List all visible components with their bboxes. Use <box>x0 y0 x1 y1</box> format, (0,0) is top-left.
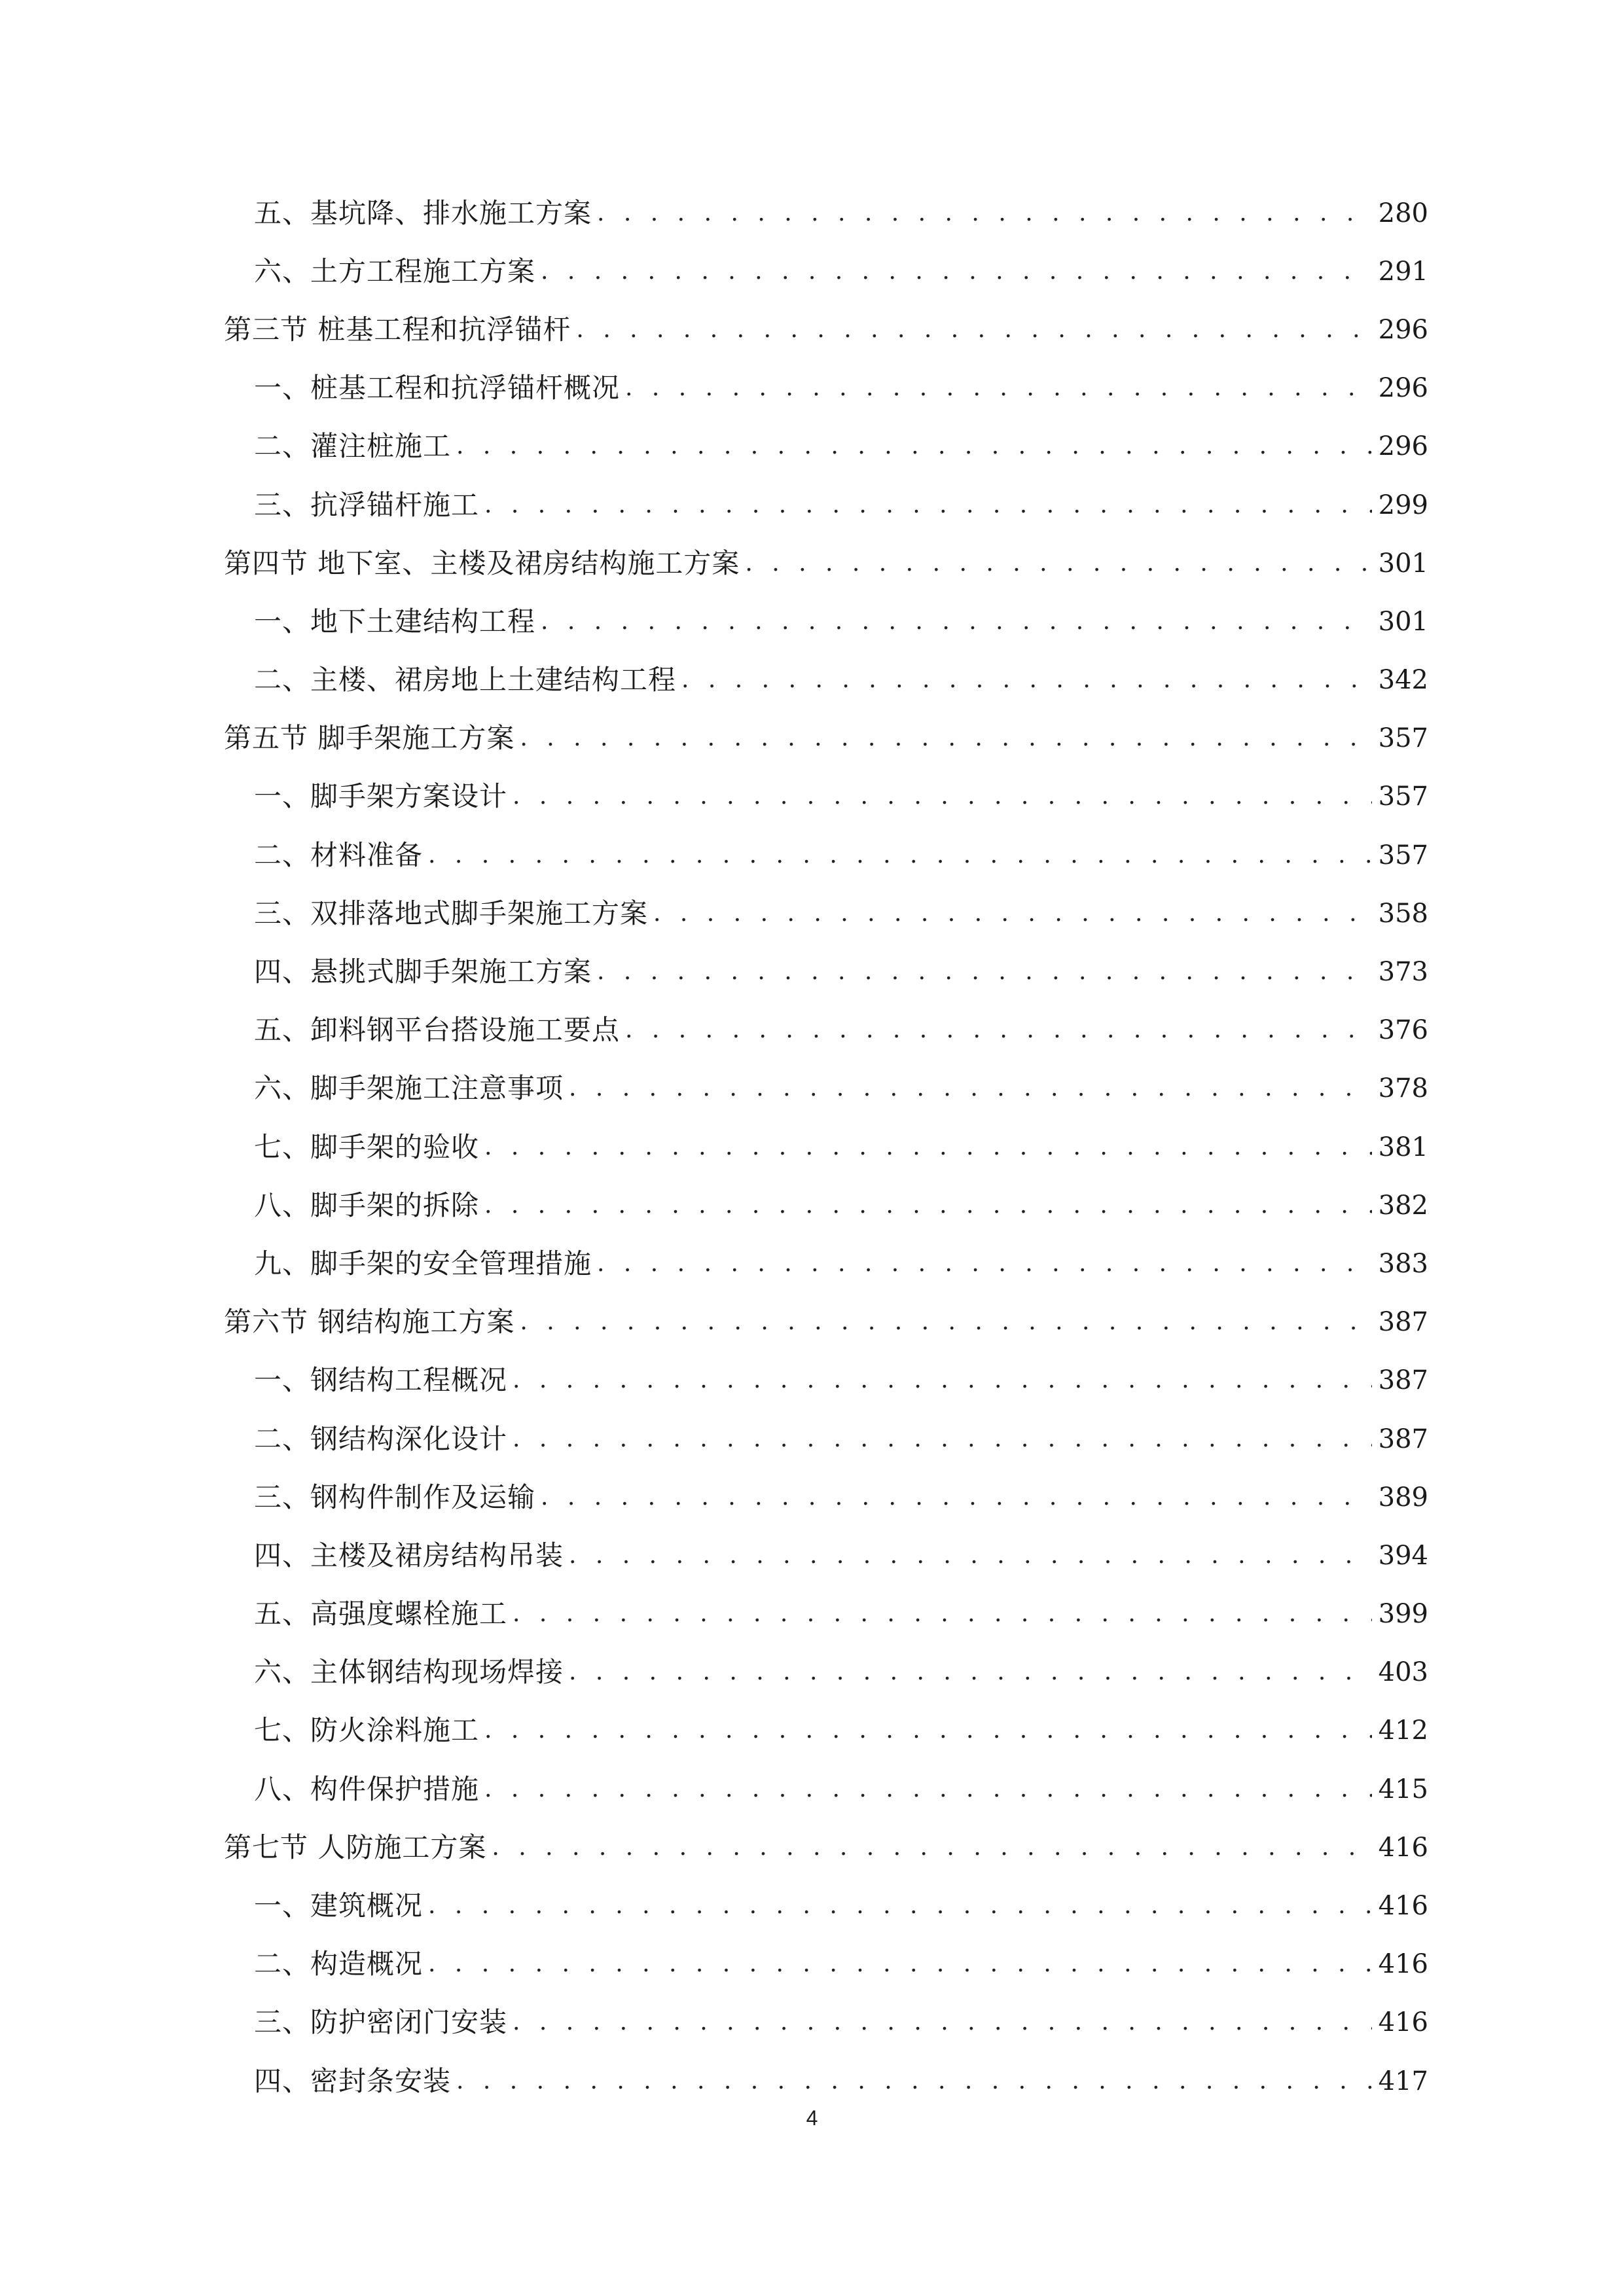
toc-entry-title: 七、防火涂料施工 <box>254 1714 480 1747</box>
toc-entry-title: 八、脚手架的拆除 <box>254 1189 480 1221</box>
toc-entry-page: 415 <box>1378 1774 1428 1804</box>
toc-entry-title: 五、高强度螺栓施工 <box>254 1598 508 1630</box>
toc-entry-page: 378 <box>1378 1073 1428 1104</box>
toc-entry-page: 394 <box>1378 1540 1428 1571</box>
toc-section-entry[interactable] <box>224 1818 1428 1876</box>
page-number: 4 <box>806 2106 818 2130</box>
toc-entry-page: 381 <box>1378 1132 1428 1162</box>
toc-entry-title: 三、双排落地式脚手架施工方案 <box>254 897 649 929</box>
toc-entry-title: 第六节 钢结构施工方案 <box>224 1306 515 1338</box>
toc-entry-page: 399 <box>1378 1599 1428 1630</box>
toc-entry-title: 四、密封条安装 <box>254 2064 452 2097</box>
toc-entry-page: 357 <box>1378 781 1428 812</box>
toc-dot-leader <box>456 435 1372 458</box>
toc-subsection-entry[interactable] <box>224 1118 1428 1176</box>
toc-subsection-entry[interactable] <box>224 826 1428 884</box>
toc-subsection-entry[interactable] <box>224 359 1428 418</box>
toc-entry-page: 383 <box>1378 1248 1428 1279</box>
toc-dot-leader <box>681 668 1372 692</box>
toc-dot-leader <box>745 552 1371 575</box>
toc-entry-title: 五、卸料钢平台搭设施工要点 <box>254 1014 621 1047</box>
toc-subsection-entry[interactable] <box>224 1060 1428 1118</box>
toc-dot-leader <box>625 376 1372 400</box>
toc-subsection-entry[interactable] <box>224 1702 1428 1760</box>
toc-entry-title: 三、抗浮锚杆施工 <box>254 488 480 521</box>
toc-subsection-entry[interactable] <box>224 1994 1428 2052</box>
toc-entry-title: 一、桩基工程和抗浮锚杆概况 <box>254 372 621 404</box>
toc-subsection-entry[interactable] <box>224 184 1428 242</box>
toc-dot-leader <box>625 1018 1372 1042</box>
toc-entry-title: 六、土方工程施工方案 <box>254 255 536 287</box>
toc-entry-page: 403 <box>1378 1657 1428 1688</box>
toc-entry-title: 五、基坑降、排水施工方案 <box>254 196 592 229</box>
toc-entry-page: 296 <box>1378 314 1428 345</box>
toc-subsection-entry[interactable] <box>224 884 1428 942</box>
toc-dot-leader <box>597 960 1372 984</box>
toc-entry-title: 二、主楼、裙房地上土建结构工程 <box>254 664 677 696</box>
toc-entry-title: 六、脚手架施工注意事项 <box>254 1072 564 1105</box>
toc-dot-leader <box>456 2070 1372 2093</box>
toc-subsection-entry[interactable] <box>224 1001 1428 1060</box>
toc-entry-title: 七、脚手架的验收 <box>254 1130 480 1163</box>
toc-dot-leader <box>569 1077 1372 1100</box>
toc-section-entry[interactable] <box>224 300 1428 359</box>
toc-section-entry[interactable] <box>224 709 1428 768</box>
toc-subsection-entry[interactable] <box>224 1410 1428 1468</box>
toc-subsection-entry[interactable] <box>224 476 1428 534</box>
toc-dot-leader <box>513 1427 1372 1451</box>
toc-subsection-entry[interactable] <box>224 1352 1428 1410</box>
toc-section-entry[interactable] <box>224 534 1428 592</box>
toc-entry-page: 299 <box>1378 490 1428 520</box>
toc-entry-title: 第三节 桩基工程和抗浮锚杆 <box>224 313 571 346</box>
toc-entry-page: 387 <box>1378 1365 1428 1396</box>
toc-entry-page: 389 <box>1378 1482 1428 1513</box>
toc-dot-leader <box>597 202 1372 225</box>
toc-entry-title: 第四节 地下室、主楼及裙房结构施工方案 <box>224 547 740 579</box>
toc-entry-page: 376 <box>1378 1015 1428 1046</box>
toc-dot-leader <box>597 1252 1372 1276</box>
toc-entry-title: 一、脚手架方案设计 <box>254 780 508 813</box>
toc-dot-leader <box>428 844 1372 867</box>
toc-dot-leader <box>492 1836 1371 1859</box>
toc-entry-page: 296 <box>1378 373 1428 404</box>
toc-dot-leader <box>653 902 1372 925</box>
toc-entry-page: 416 <box>1378 2007 1428 2038</box>
toc-entry-title: 四、主楼及裙房结构吊装 <box>254 1539 564 1571</box>
toc-subsection-entry[interactable] <box>224 1468 1428 1526</box>
toc-dot-leader <box>513 1369 1372 1392</box>
toc-dot-leader <box>520 1310 1371 1334</box>
toc-entry-title: 三、防护密闭门安装 <box>254 2006 508 2039</box>
toc-entry-title: 一、地下土建结构工程 <box>254 605 536 637</box>
toc-entry-title: 九、脚手架的安全管理措施 <box>254 1247 592 1280</box>
toc-dot-leader <box>428 1952 1372 1976</box>
toc-entry-page: 342 <box>1378 665 1428 696</box>
toc-dot-leader <box>569 1660 1372 1684</box>
toc-entry-page: 301 <box>1378 606 1428 637</box>
toc-entry-page: 296 <box>1378 431 1428 462</box>
toc-dot-leader <box>513 785 1372 808</box>
toc-entry-page: 412 <box>1378 1715 1428 1746</box>
toc-entry-title: 六、主体钢结构现场焊接 <box>254 1656 564 1689</box>
toc-entry-page: 301 <box>1378 548 1428 579</box>
toc-entry-page: 291 <box>1378 256 1428 287</box>
toc-entry-page: 387 <box>1378 1424 1428 1454</box>
toc-dot-leader <box>484 1136 1372 1159</box>
toc-subsection-entry[interactable] <box>224 1585 1428 1643</box>
toc-entry-title: 一、钢结构工程概况 <box>254 1364 508 1397</box>
toc-entry-page: 357 <box>1378 723 1428 754</box>
toc-entry-page: 417 <box>1378 2066 1428 2096</box>
toc-entry-page: 373 <box>1378 957 1428 988</box>
toc-entry-title: 二、钢结构深化设计 <box>254 1422 508 1455</box>
toc-entry-title: 二、材料准备 <box>254 838 424 871</box>
toc-entry-page: 358 <box>1378 898 1428 929</box>
toc-dot-leader <box>541 610 1372 634</box>
toc-subsection-entry[interactable] <box>224 651 1428 709</box>
toc-entry-title: 八、构件保护措施 <box>254 1772 480 1805</box>
toc-subsection-entry[interactable] <box>224 1876 1428 1935</box>
toc-dot-leader <box>513 2011 1372 2034</box>
toc-subsection-entry[interactable] <box>224 242 1428 300</box>
toc-dot-leader <box>520 726 1371 750</box>
toc-entry-page: 280 <box>1378 198 1428 228</box>
toc-subsection-entry[interactable] <box>224 418 1428 476</box>
toc-entry-page: 382 <box>1378 1190 1428 1221</box>
toc-dot-leader <box>569 1544 1372 1568</box>
toc-subsection-entry[interactable] <box>224 2052 1428 2110</box>
toc-subsection-entry[interactable] <box>224 1760 1428 1818</box>
toc-dot-leader <box>484 1778 1372 1801</box>
toc-entry-title: 第七节 人防施工方案 <box>224 1831 487 1863</box>
toc-dot-leader <box>576 318 1371 342</box>
toc-subsection-entry[interactable] <box>224 1234 1428 1293</box>
toc-dot-leader <box>484 493 1372 517</box>
toc-entry-page: 357 <box>1378 840 1428 870</box>
toc-entry-title: 二、灌注桩施工 <box>254 430 452 463</box>
toc-entry-page: 416 <box>1378 1949 1428 1980</box>
toc-subsection-entry[interactable] <box>224 1935 1428 1994</box>
toc-entry-page: 416 <box>1378 1832 1428 1863</box>
toc-subsection-entry[interactable] <box>224 1176 1428 1234</box>
toc-entry-title: 四、悬挑式脚手架施工方案 <box>254 956 592 988</box>
toc-subsection-entry[interactable] <box>224 768 1428 826</box>
toc-entry-page: 387 <box>1378 1307 1428 1338</box>
toc-dot-leader <box>484 1194 1372 1217</box>
toc-dot-leader <box>484 1719 1372 1742</box>
toc-subsection-entry[interactable] <box>224 1643 1428 1702</box>
toc-entry-title: 一、建筑概况 <box>254 1890 424 1922</box>
table-of-contents <box>224 184 1428 2110</box>
toc-subsection-entry[interactable] <box>224 592 1428 651</box>
toc-entry-title: 第五节 脚手架施工方案 <box>224 722 515 755</box>
toc-entry-title: 三、钢构件制作及运输 <box>254 1480 536 1513</box>
toc-entry-page: 416 <box>1378 1891 1428 1922</box>
toc-dot-leader <box>541 1486 1372 1509</box>
toc-dot-leader <box>541 260 1372 283</box>
toc-section-entry[interactable] <box>224 1293 1428 1352</box>
toc-entry-title: 二、构造概况 <box>254 1948 424 1981</box>
toc-dot-leader <box>428 1894 1372 1918</box>
toc-subsection-entry[interactable] <box>224 1526 1428 1585</box>
toc-dot-leader <box>513 1602 1372 1626</box>
toc-subsection-entry[interactable] <box>224 942 1428 1001</box>
